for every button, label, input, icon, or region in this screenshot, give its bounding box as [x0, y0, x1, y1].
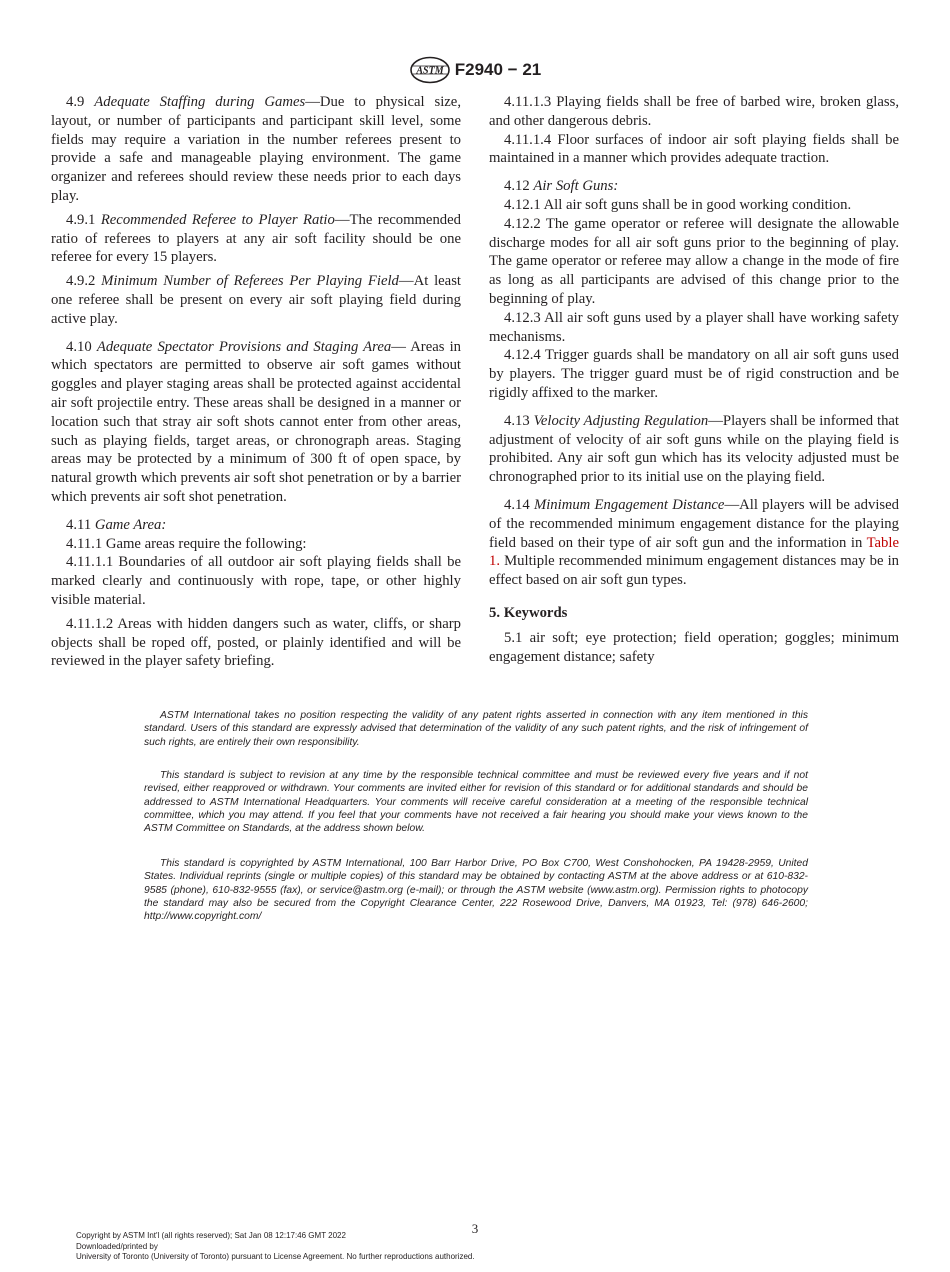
footer-line: Copyright by ASTM Int'l (all rights reserved); Sat Jan 08 12:17:46 GMT 2022 [76, 1231, 346, 1240]
section-title: Game Area: [94, 516, 167, 533]
download-footer [76, 1231, 475, 1263]
section-title: Adequate Staffing during Games [94, 94, 306, 110]
logo-text: ASTM [416, 65, 444, 77]
page-header [0, 55, 950, 85]
section-text: — Areas in which spectators are permitted to observe air soft games without goggles and player staging areas shall be protected against accidental air soft projectile entry. These areas shall be designed in a manner or location such that stray air soft shots cannot enter from other areas, such as playing fields, target areas, or chronograph areas. Staging areas may be protected by a minimum of 300 ft of open space, by natural growth which prevents air soft shot penetration or by a barrier which prevents air soft shot penetration. [51, 338, 461, 505]
section-4-11-1-4: 4.11.1.4 Floor surfaces of indoor air soft playing fields shall be maintained in a manner which provides adequate traction. [489, 131, 899, 167]
section-4-11-1-2: 4.11.1.2 Areas with hidden dangers such as water, cliffs, or sharp objects shall be roped off, posted, or plainly identified and will be reviewed in the player safety briefing. [51, 615, 461, 670]
section-4-11 [51, 516, 461, 535]
left-column [51, 93, 461, 676]
section-text: —Players shall be informed that adjustment of velocity of air soft guns while on the playing field is prohibited. Any air soft gun which has its velocity adjusted must be chronographed prior to its initial use on the playing field. [489, 412, 900, 486]
section-4-13 [489, 412, 899, 487]
section-4-9-2 [51, 272, 461, 328]
section-number: 4.12 [504, 178, 530, 195]
section-title: Air Soft Guns: [533, 178, 619, 195]
astm-logo-icon [409, 56, 451, 84]
section-text: —At least one referee shall be present on every air soft playing field during active play. [51, 273, 461, 327]
patent-notice-text: ASTM International takes no position respecting the validity of any patent rights asserted in connection with any item mentioned in this standard. Users of this standard are expressly advised that determination of the validity of any such patent rights, and the risk of infringement of such rights, are entirely their own responsibility. [144, 710, 808, 748]
keywords-heading: 5. Keywords [489, 604, 568, 621]
section-title: Adequate Spectator Provisions and Staging Area [96, 338, 392, 355]
section-4-12-1: 4.12.1 All air soft guns shall be in good working condition. [504, 196, 852, 213]
section-number: 4.9 [66, 94, 85, 110]
section-4-12 [489, 177, 899, 196]
section-text: Multiple recommended minimum engagement distances may be in effect based on air soft gun types. [489, 553, 899, 589]
section-number: 4.9.2 [66, 273, 96, 290]
section-4-9 [51, 93, 461, 206]
section-5-1: 5.1 air soft; eye protection; field operation; goggles; minimum engagement distance; safety [489, 629, 899, 665]
section-4-12-2: 4.12.2 The game operator or referee will designate the allowable discharge modes for all air soft guns prior to the beginning of play. The game operator or referee may allow a change in the mode of fire as long as all participants are advised of this change prior to the beginning of play. [489, 215, 899, 307]
table-1-link[interactable]: Table 1. [489, 534, 899, 570]
copyright-notice [144, 857, 808, 923]
section-text: —All players will be advised of the recommended minimum engagement distance for the playing field based on their type of air soft gun and the information in [489, 496, 899, 551]
patent-notice [144, 709, 808, 749]
section-number: 4.11 [66, 516, 92, 533]
section-number: 4.13 [504, 412, 530, 429]
section-title: Minimum Number of Referees Per Playing Field [101, 273, 399, 290]
copyright-notice-text: This standard is copyrighted by ASTM International, 100 Barr Harbor Drive, PO Box C700, West Conshohocken, PA 19428-2959, United States. Individual reprints (single or multiple copies) of this standard may be obtained by contacting ASTM at the above address or at 610-832-9585 (phone), 610-832-9555 (fax), or service@astm.org (e-mail); or through the ASTM website (www.astm.org). Permission rights to photocopy the standard may also be secured from the Copyright Clearance Center, 222 Rosewood Drive, Danvers, MA 01923, Tel: (978) 646-2600; http://www.copyright.com/ [144, 858, 808, 923]
section-4-11-1-1: 4.11.1.1 Boundaries of all outdoor air soft playing fields shall be marked clearly and continuously with rope, tape, or other highly visible material. [51, 554, 461, 608]
page-number: 3 [471, 1221, 479, 1236]
revision-notice-text: This standard is subject to revision at any time by the responsible technical committee and must be reviewed every five years and if not revised, either reapproved or withdrawn. Your comments are invited either for revision of this standard or for additional standards and should be addressed to ASTM International Headquarters. Your comments will receive careful consideration at a meeting of the responsible technical committee, which you may attend. If you feel that your comments have not received a fair hearing you should make your views known to the ASTM Committee on Standards, at the address shown below. [144, 770, 808, 835]
section-number: 4.14 [504, 496, 530, 513]
section-number: 4.10 [66, 338, 92, 355]
section-4-12-3: 4.12.3 All air soft guns used by a player shall have working safety mechanisms. [489, 309, 899, 345]
section-4-12-4: 4.12.4 Trigger guards shall be mandatory on all air soft guns used by players. The trigger guard must be of rigid construction and be rigidly affixed to the marker. [489, 347, 899, 401]
standard-designation: F2940 − 21 [454, 60, 542, 79]
section-4-11-1-3: 4.11.1.3 Playing fields shall be free of barbed wire, broken glass, and other dangerous debris. [489, 94, 899, 129]
footer-line: Downloaded/printed by [76, 1241, 158, 1251]
footer-line: University of Toronto (University of Toronto) pursuant to License Agreement. No further reproductions authorized. [76, 1252, 475, 1261]
section-text: —Due to physical size, layout, or number of participants and participant skill level, some fields may require a variation in the number referees present to provide a safe and manageable playing environment. The game organizer and referees should review these needs prior to each days play. [51, 94, 461, 204]
section-4-9-1 [51, 211, 461, 267]
revision-notice [144, 769, 808, 835]
section-number: 4.9.1 [66, 211, 96, 228]
section-4-10 [51, 338, 461, 507]
section-4-14 [489, 496, 899, 590]
section-title: Minimum Engagement Distance [533, 496, 725, 513]
section-title: Recommended Referee to Player Ratio [100, 211, 335, 228]
section-text: —The recommended ratio of referees to players at any air soft facility should be one referee for every 15 players. [51, 211, 461, 266]
section-title: Velocity Adjusting Regulation [533, 412, 709, 429]
section-4-11-1: 4.11.1 Game areas require the following: [66, 535, 307, 552]
right-column [489, 93, 899, 671]
